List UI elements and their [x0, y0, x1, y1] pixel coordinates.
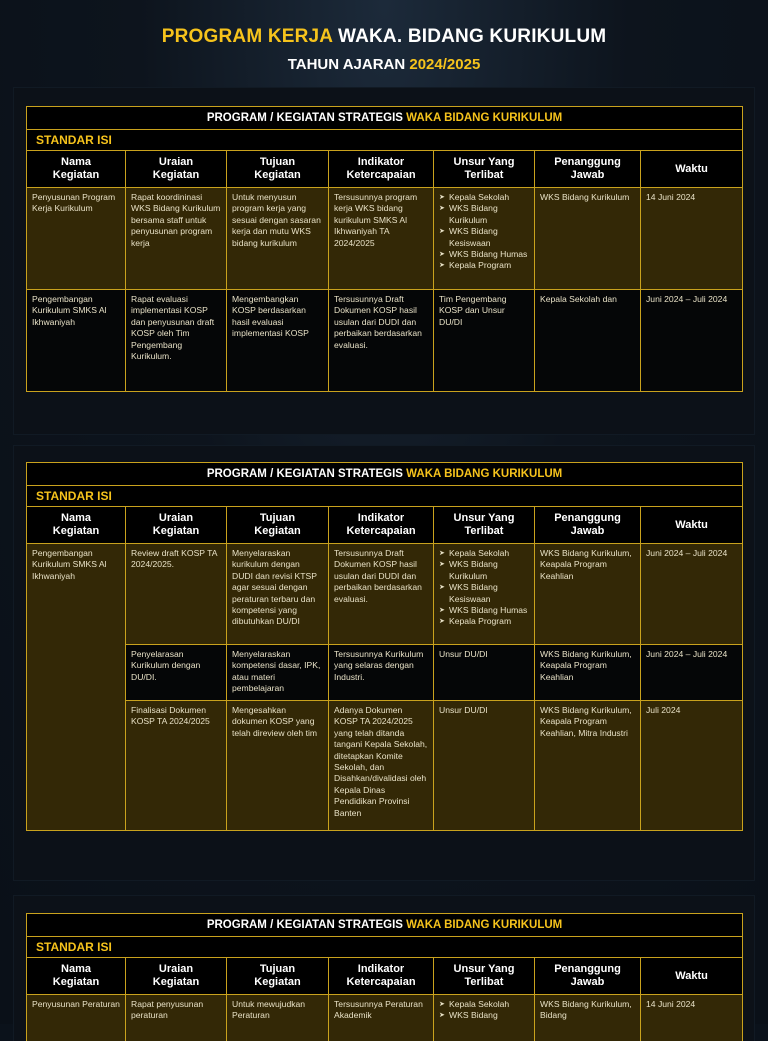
program-panel-2 — [14, 446, 754, 880]
col-indikator: Indikator Ketercapaian — [329, 958, 434, 995]
list-item: ➤ Kepala Program — [439, 260, 529, 271]
units-list — [439, 192, 529, 272]
cell-nama: Pengembangan Kurikulum SMKS Al Ikhwaniyah — [27, 290, 126, 392]
cell-penanggung: WKS Bidang Kurikulum, Keapala Program Keahlian, Mitra Industri — [535, 701, 641, 831]
cell-indikator: Tersusunnya Kurikulum yang selaras dengan Industri. — [329, 645, 434, 701]
list-item: ➤ Kepala Sekolah — [439, 999, 529, 1010]
col-nama-kegiatan: Nama Kegiatan — [27, 507, 126, 544]
list-item: ➤ WKS Bidang Kesiswaan — [439, 226, 529, 249]
section-title-bar: PROGRAM / KEGIATAN STRATEGIS WAKA BIDANG KURIKULUM — [27, 914, 743, 937]
list-item: ➤ WKS Bidang Humas — [439, 249, 529, 260]
cell-unsur — [434, 995, 535, 1041]
cell-tujuan: Mengesahkan dokumen KOSP yang telah direview oleh tim — [227, 701, 329, 831]
page-subtitle: TAHUN AJARAN 2024/2025 — [0, 56, 768, 73]
cell-waktu: Juni 2024 – Juli 2024 — [641, 645, 743, 701]
col-tujuan-kegiatan: Tujuan Kegiatan — [227, 151, 329, 188]
col-penanggung-jawab: Penanggung Jawab — [535, 507, 641, 544]
list-item: ➤ Kepala Program — [439, 616, 529, 627]
cell-penanggung: Kepala Sekolah dan — [535, 290, 641, 392]
cell-tujuan: Menyelaraskan kurikulum dengan DUDI dan revisi KTSP agar sesuai dengan peraturan terbaru dan kompetensi yang dibutuhkan DU/DI — [227, 544, 329, 645]
col-nama-kegiatan: Nama Kegiatan — [27, 958, 126, 995]
list-item: ➤ WKS Bidang Kurikulum — [439, 559, 529, 582]
cell-nama: Pengembangan Kurikulum SMKS Al Ikhwaniyah — [27, 544, 126, 831]
standard-row: STANDAR ISI — [27, 937, 743, 958]
cell-uraian: Penyelarasan Kurikulum dengan DU/DI. — [126, 645, 227, 701]
table-row — [27, 645, 743, 701]
cell-tujuan: Mengembangkan KOSP berdasarkan hasil evaluasi implementasi KOSP — [227, 290, 329, 392]
page-header — [0, 26, 768, 73]
cell-indikator: Tersusunnya program kerja WKS bidang kurikulum SMKS Al Ikhwaniyah TA 2024/2025 — [329, 188, 434, 290]
cell-penanggung: WKS Bidang Kurikulum, Bidang — [535, 995, 641, 1041]
col-unsur: Unsur Yang Terlibat — [434, 151, 535, 188]
list-item: ➤ WKS Bidang Humas — [439, 605, 529, 616]
cell-waktu: Juli 2024 — [641, 701, 743, 831]
col-indikator: Indikator Ketercapaian — [329, 507, 434, 544]
cell-waktu: 14 Juni 2024 — [641, 188, 743, 290]
cell-waktu: Juni 2024 – Juli 2024 — [641, 290, 743, 392]
cell-nama: Penyusunan Peraturan — [27, 995, 126, 1041]
cell-indikator: Tersusunnya Draft Dokumen KOSP hasil usulan dari DUDI dan perbaikan berdasarkan evaluasi. — [329, 544, 434, 645]
col-nama-kegiatan: Nama Kegiatan — [27, 151, 126, 188]
cell-uraian: Finalisasi Dokumen KOSP TA 2024/2025 — [126, 701, 227, 831]
list-item: ➤ WKS Bidang Kurikulum — [439, 203, 529, 226]
col-penanggung-jawab: Penanggung Jawab — [535, 958, 641, 995]
col-uraian-kegiatan: Uraian Kegiatan — [126, 958, 227, 995]
cell-penanggung: WKS Bidang Kurikulum — [535, 188, 641, 290]
units-list — [439, 548, 529, 628]
section-title-bar: PROGRAM / KEGIATAN STRATEGIS WAKA BIDANG KURIKULUM — [27, 107, 743, 130]
units-list — [439, 999, 529, 1022]
cell-tujuan: Untuk menyusun program kerja yang sesuai dengan sasaran kerja dan mutu WKS bidang kurikulum — [227, 188, 329, 290]
table-row — [27, 188, 743, 290]
cell-unsur: Tim Pengembang KOSP dan Unsur DU/DI — [434, 290, 535, 392]
program-table-3 — [26, 913, 743, 1041]
table-row — [27, 995, 743, 1041]
col-waktu: Waktu — [641, 958, 743, 995]
cell-uraian: Rapat evaluasi implementasi KOSP dan penyusunan draft KOSP oleh Tim Pengembang Kurikulum. — [126, 290, 227, 392]
cell-unsur — [434, 188, 535, 290]
program-panel-1 — [14, 88, 754, 434]
col-waktu: Waktu — [641, 151, 743, 188]
cell-uraian: Rapat koordininasi WKS Bidang Kurikulum bersama staff untuk penyusunan program kerja — [126, 188, 227, 290]
page-title: PROGRAM KERJA WAKA. BIDANG KURIKULUM — [0, 26, 768, 48]
table-row — [27, 290, 743, 392]
col-unsur: Unsur Yang Terlibat — [434, 507, 535, 544]
program-panel-3 — [14, 896, 754, 1041]
cell-indikator: Adanya Dokumen KOSP TA 2024/2025 yang telah ditanda tangani Kepala Sekolah, ditetapkan Komite Sekolah, dan Disahkan/divalidasi oleh Kepala Dinas Pendidikan Provinsi Banten — [329, 701, 434, 831]
program-table-1 — [26, 106, 743, 392]
table-header — [27, 507, 743, 544]
cell-nama: Penyusunan Program Kerja Kurikulum — [27, 188, 126, 290]
table-row — [27, 701, 743, 831]
cell-tujuan: Menyelaraskan kompetensi dasar, IPK, atau materi pembelajaran — [227, 645, 329, 701]
list-item: ➤ WKS Bidang — [439, 1010, 529, 1021]
cell-penanggung: WKS Bidang Kurikulum, Keapala Program Keahlian — [535, 544, 641, 645]
col-waktu: Waktu — [641, 507, 743, 544]
cell-unsur — [434, 544, 535, 645]
col-uraian-kegiatan: Uraian Kegiatan — [126, 151, 227, 188]
cell-indikator: Tersusunnya Peraturan Akademik — [329, 995, 434, 1041]
col-uraian-kegiatan: Uraian Kegiatan — [126, 507, 227, 544]
cell-tujuan: Untuk mewujudkan Peraturan — [227, 995, 329, 1041]
col-tujuan-kegiatan: Tujuan Kegiatan — [227, 507, 329, 544]
cell-uraian: Rapat penyusunan peraturan — [126, 995, 227, 1041]
cell-waktu: Juni 2024 – Juli 2024 — [641, 544, 743, 645]
cell-unsur: Unsur DU/DI — [434, 645, 535, 701]
col-indikator: Indikator Ketercapaian — [329, 151, 434, 188]
cell-unsur: Unsur DU/DI — [434, 701, 535, 831]
section-title-bar: PROGRAM / KEGIATAN STRATEGIS WAKA BIDANG KURIKULUM — [27, 463, 743, 486]
table-row — [27, 544, 743, 645]
table-header — [27, 151, 743, 188]
col-unsur: Unsur Yang Terlibat — [434, 958, 535, 995]
list-item: ➤ Kepala Sekolah — [439, 192, 529, 203]
col-penanggung-jawab: Penanggung Jawab — [535, 151, 641, 188]
cell-indikator: Tersusunnya Draft Dokumen KOSP hasil usulan dari DUDI dan perbaikan berdasarkan evaluasi. — [329, 290, 434, 392]
col-tujuan-kegiatan: Tujuan Kegiatan — [227, 958, 329, 995]
cell-waktu: 14 Juni 2024 — [641, 995, 743, 1041]
cell-penanggung: WKS Bidang Kurikulum, Keapala Program Keahlian — [535, 645, 641, 701]
list-item: ➤ Kepala Sekolah — [439, 548, 529, 559]
standard-row: STANDAR ISI — [27, 130, 743, 151]
list-item: ➤ WKS Bidang Kesiswaan — [439, 582, 529, 605]
table-header — [27, 958, 743, 995]
standard-row: STANDAR ISI — [27, 486, 743, 507]
cell-uraian: Review draft KOSP TA 2024/2025. — [126, 544, 227, 645]
program-table-2 — [26, 462, 743, 831]
